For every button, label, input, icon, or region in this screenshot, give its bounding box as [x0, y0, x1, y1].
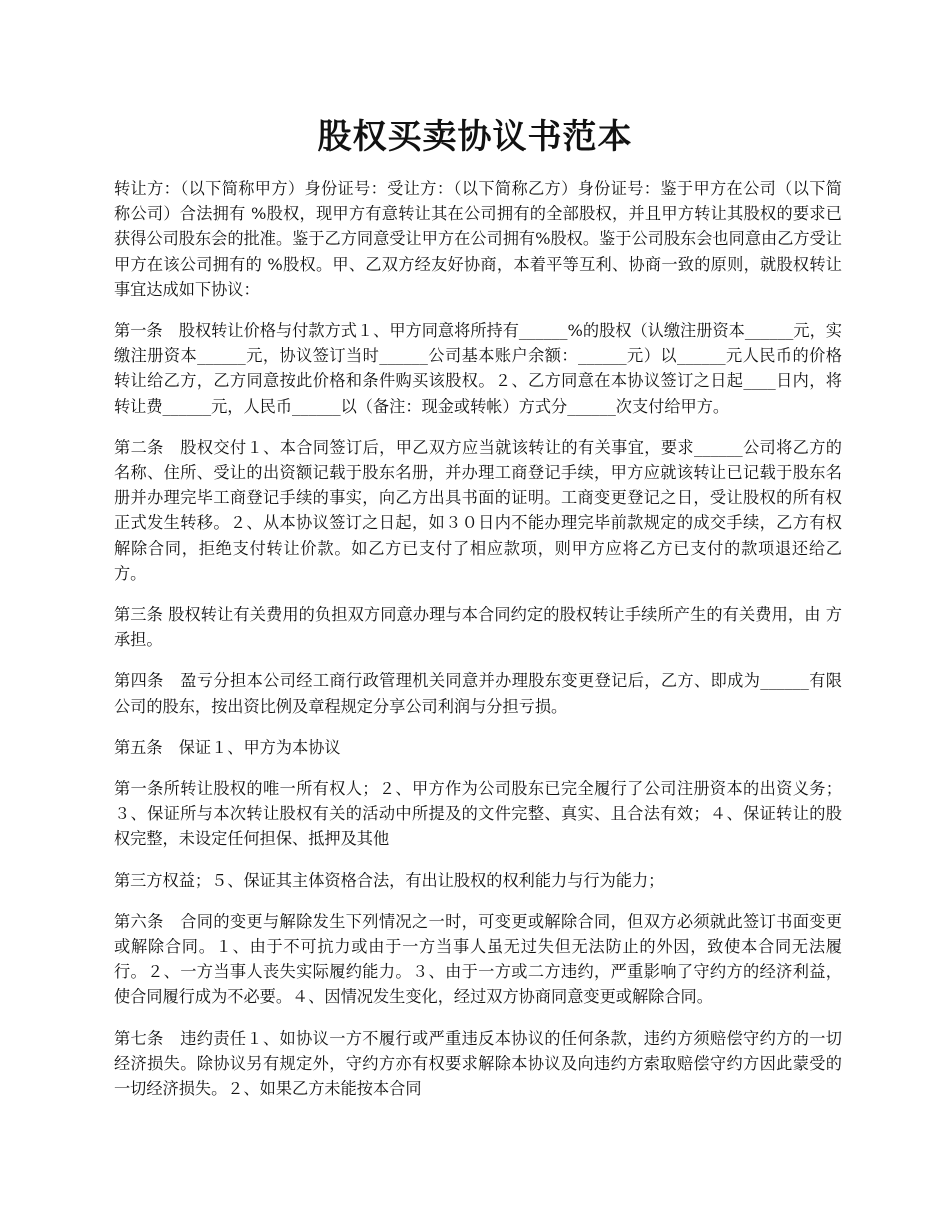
paragraph-article-6: 第六条 合同的变更与解除发生下列情况之一时，可变更或解除合同，但双方必须就此签订书面变更或解除合同。１、由于不可抗力或由于一方当事人虽无过失但无法防止的外因，致使本合同无法履行。２、一方当事人丧失实际履约能力。３、由于一方或二方违约，严重影响了守约方的经济利益，使合同履行成为不必要。４、因情况发生变化，经过双方协商同意变更或解除合同。 [114, 911, 842, 1007]
document-body [114, 176, 842, 1117]
document-title: 股权买卖协议书范本 [317, 117, 633, 157]
paragraph-article-4: 第四条 盈亏分担本公司经工商行政管理机关同意并办理股东变更登记后，乙方、即成为______有限公司的股东，按出资比例及章程规定分享公司利润与分担亏损。 [114, 671, 842, 716]
paragraph-article-5-items-cont: 第三方权益；５、保证其主体资格合法，有出让股权的权利能力与行为能力； [114, 870, 665, 890]
paragraph-article-5-items: 第一条所转让股权的唯一所有权人；２、甲方作为公司股东已完全履行了公司注册资本的出资义务；３、保证所与本次转让股权有关的活动中所提及的文件完整、真实、且合法有效；４、保证转让的股权完整，未设定任何担保、抵押及其他 [114, 779, 842, 849]
paragraph-preamble: 转让方：（以下简称甲方）身份证号：受让方：（以下简称乙方）身份证号：鉴于甲方在公司（以下简称公司）合法拥有 %股权，现甲方有意转让其在公司拥有的全部股权，并且甲方转让其股权的要求已获得公司股东会的批准。鉴于乙方同意受让甲方在公司拥有%股权。鉴于公司股东会也同意由乙方受让甲方在该公司拥有的 %股权。甲、乙双方经友好协商，本着平等互利、协商一致的原则，就股权转让事宜达成如下协议： [114, 179, 842, 299]
paragraph-article-3: 第三条 股权转让有关费用的负担双方同意办理与本合同约定的股权转让手续所产生的有关费用，由 方承担。 [114, 605, 842, 650]
paragraph-article-7: 第七条 违约责任１、如协议一方不履行或严重违反本协议的任何条款，违约方须赔偿守约方的一切经济损失。除协议另有规定外，守约方亦有权要求解除本协议及向违约方索取赔偿守约方因此蒙受的一切经济损失。２、如果乙方未能按本合同 [114, 1028, 842, 1099]
paragraph-article-2: 第二条 股权交付１、本合同签订后，甲乙双方应当就该转让的有关事宜，要求______公司将乙方的名称、住所、受让的出资额记载于股东名册，并办理工商登记手续，甲方应就该转让已记载于股东名册并办理完毕工商登记手续的事实，向乙方出具书面的证明。工商变更登记之日，受让股权的所有权正式发生转移。２、从本协议签订之日起，如３０日内不能办理完毕前款规定的成交手续，乙方有权解除合同，拒绝支付转让价款。如乙方已支付了相应款项，则甲方应将乙方已支付的款项退还给乙方。 [114, 437, 842, 583]
paragraph-article-1: 第一条 股权转让价格与付款方式１、甲方同意将所持有______%的股权（认缴注册资本______元，实缴注册资本______元，协议签订当时______公司基本账户余额：______元）以______元人民币的价格转让给乙方，乙方同意按此价格和条件购买该股权。２、乙方同意在本协议签订之日起____日内，将转让费______元，人民币______以（备注：现金或转帐）方式分______次支付给甲方。 [114, 321, 842, 416]
paragraph-article-5: 第五条 保证１、甲方为本协议 [114, 737, 341, 757]
